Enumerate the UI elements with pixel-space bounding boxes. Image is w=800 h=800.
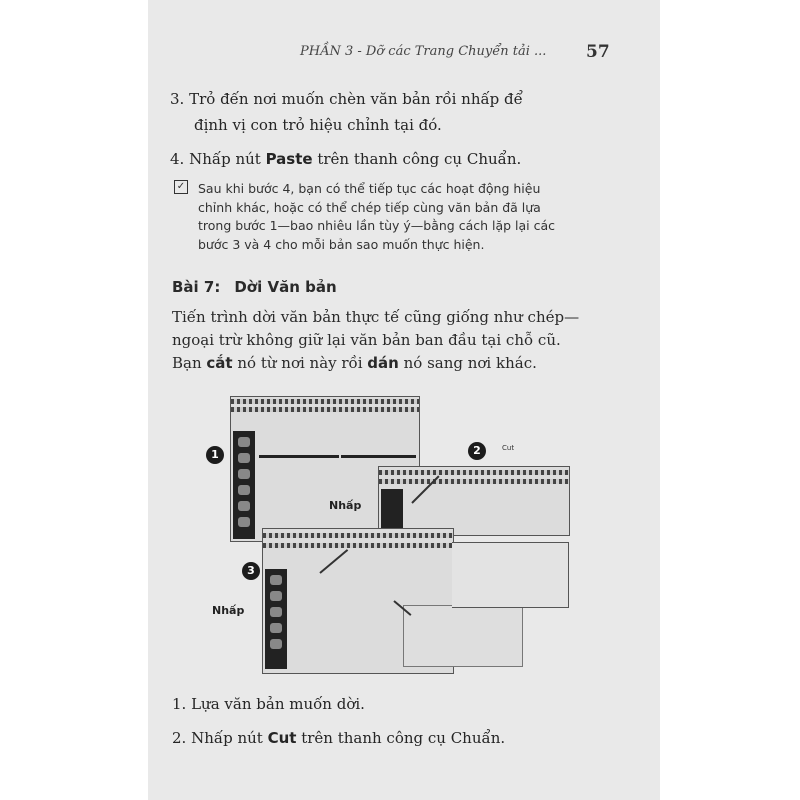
- click-label: Nhấp: [212, 604, 245, 617]
- note-line: chỉnh khác, hoặc có thể chép tiếp cùng văn bản đã lựa: [198, 199, 541, 215]
- toolbar-strip: [263, 533, 453, 538]
- screenshot-2: [329, 466, 570, 536]
- step-4: [170, 146, 521, 172]
- intro-line-c: nó sang nơi khác.: [398, 354, 537, 372]
- tip-note: [174, 180, 614, 254]
- cut-label: Cut: [502, 444, 515, 452]
- screenshot-3-ext: [452, 542, 569, 608]
- step-text-after: trên thanh công cụ Chuẩn.: [312, 150, 522, 168]
- checkbox-icon: ✓: [174, 180, 188, 194]
- callout-badge: 1: [206, 446, 224, 464]
- selected-text: [259, 455, 339, 458]
- toolbar-strip: [231, 399, 419, 404]
- cut-button-name: Cut: [267, 729, 297, 747]
- paste-word: dán: [367, 354, 399, 372]
- lesson-title: Dời Văn bản: [234, 278, 337, 296]
- click-label: Nhấp: [329, 499, 362, 512]
- selected-text: [341, 455, 416, 458]
- toolbar-strip: [379, 470, 569, 475]
- page-margin: [0, 0, 148, 800]
- note-line: bước 3 và 4 cho mỗi bản sao muốn thực hiện.: [198, 236, 485, 252]
- step-text: Lựa văn bản muốn dời.: [191, 695, 365, 713]
- step-text-cont: định vị con trỏ hiệu chỉnh tại đó.: [194, 116, 442, 134]
- running-title: PHẦN 3 - Dỡ các Trang Chuyển tải ...: [300, 44, 547, 59]
- screenshot-3: [262, 528, 454, 674]
- callout-badge: 2: [468, 442, 486, 460]
- toolbar-strip: [379, 479, 569, 484]
- toolbar-strip: [231, 407, 419, 412]
- lesson-heading: [172, 278, 337, 296]
- page-number: 57: [586, 42, 610, 62]
- step-number: 4.: [170, 150, 185, 168]
- note-line: Sau khi bước 4, bạn có thể tiếp tục các hoạt động hiệu: [198, 181, 541, 196]
- sidebar-strip: [381, 489, 403, 533]
- callout-badge: 3: [242, 562, 260, 580]
- step-number: 1.: [172, 695, 187, 713]
- intro-line-b: nó từ nơi này rồi: [232, 354, 368, 372]
- cut-word: cắt: [206, 354, 233, 372]
- intro-line-a: Bạn: [172, 354, 207, 372]
- paste-button-name: Paste: [265, 150, 313, 168]
- intro-line: Tiến trình dời văn bản thực tế cũng giống như chép—: [172, 308, 580, 326]
- intro-line: ngoại trừ không giữ lại văn bản ban đầu tại chỗ cũ.: [172, 331, 561, 349]
- step-text-after: trên thanh công cụ Chuẩn.: [296, 729, 506, 747]
- sidebar-strip: [265, 569, 287, 669]
- step-2: [172, 726, 505, 750]
- step-text: Trỏ đến nơi muốn chèn văn bản rồi nhấp để: [189, 90, 523, 108]
- step-1: [172, 692, 365, 716]
- step-text-before: Nhấp nút: [191, 729, 268, 747]
- toolbar-strip: [263, 543, 453, 548]
- sidebar-strip: [233, 431, 255, 539]
- step-3: [170, 86, 523, 138]
- lesson-label: Bài 7:: [172, 278, 221, 296]
- note-line: trong bước 1—bao nhiêu lần tùy ý—bằng cách lặp lại các: [198, 218, 556, 233]
- step-number: 3.: [170, 90, 185, 108]
- document-area: [403, 605, 523, 667]
- intro-paragraph: [172, 306, 612, 375]
- step-text-before: Nhấp nút: [189, 150, 266, 168]
- step-number: 2.: [172, 729, 187, 747]
